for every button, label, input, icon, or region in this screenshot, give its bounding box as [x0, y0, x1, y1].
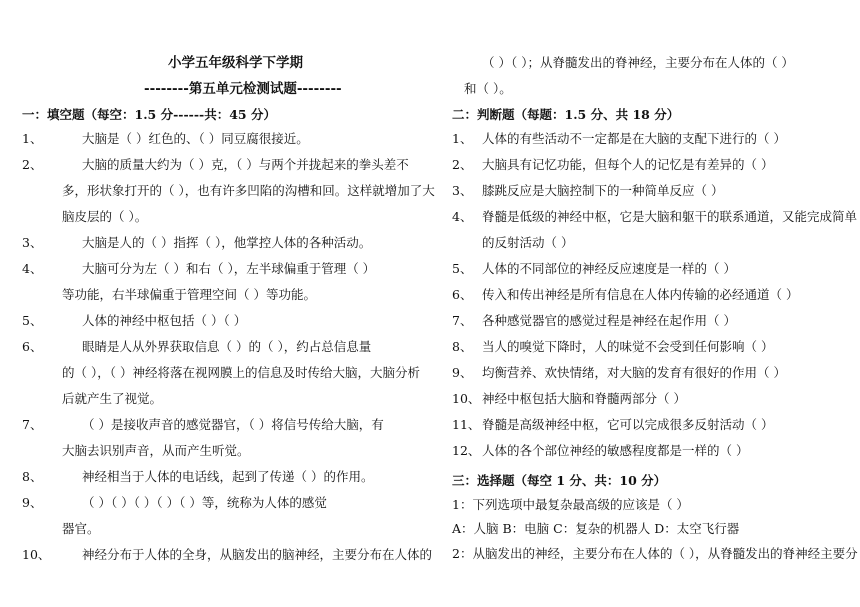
judge-text: 大脑具有记忆功能，但每个人的记忆是有差异的（ ） [482, 157, 774, 172]
judge-number: 7、 [452, 313, 473, 328]
question-text: 神经相当于人体的电话线，起到了传递（ ）的作用。 [82, 469, 374, 484]
question-text: 器官。 [62, 521, 100, 536]
question-text: 的（ ），（ ）神经将落在视网膜上的信息及时传给大脑，大脑分析 [62, 365, 420, 380]
judge-number: 9、 [452, 365, 473, 380]
choice-question-1: 1：下列选项中最复杂最高级的应该是（ ） [452, 497, 689, 512]
judge-text: 当人的嗅觉下降时，人的味觉不会受到任何影响（ ） [482, 339, 774, 354]
judge-number: 11、 [452, 417, 481, 432]
question-text: 等功能，右半球偏重于管理空间（ ）等功能。 [62, 287, 316, 302]
judge-text: 脊髓是高级神经中枢，它可以完成很多反射活动（ ） [482, 417, 774, 432]
section-judge-heading: 二：判断题（每题：1.5 分、共 18 分） [452, 107, 680, 122]
question-text: 脑皮层的（ ）。 [62, 209, 148, 224]
q10-continuation: （ ）（ ）；从脊髓发出的脊神经，主要分布在人体的（ ） [482, 55, 794, 70]
question-number: 6、 [22, 339, 43, 354]
question-text: 大脑是人的（ ）指挥（ ），他掌控人体的各种活动。 [82, 235, 372, 250]
judge-text: 人体的不同部位的神经反应速度是一样的（ ） [482, 261, 736, 276]
exam-title: 小学五年级科学下学期 [168, 55, 303, 71]
judge-text: 各种感觉器官的感觉过程是神经在起作用（ ） [482, 313, 736, 328]
judge-text: 的反射活动（ ） [482, 235, 574, 250]
question-text: 人体的神经中枢包括（ ）（ ） [82, 313, 247, 328]
judge-text: 均衡营养、欢快情绪，对大脑的发育有很好的作用（ ） [482, 365, 786, 380]
section-choice-heading: 三：选择题（每空 1 分、共：10 分） [452, 473, 667, 488]
judge-number: 8、 [452, 339, 473, 354]
judge-number: 4、 [452, 209, 473, 224]
question-number: 5、 [22, 313, 43, 328]
question-text: 多，形状象打开的（ ），也有许多凹陷的沟槽和回。这样就增加了大 [62, 183, 435, 198]
judge-text: 脊髓是低级的神经中枢，它是大脑和躯干的联系通道，又能完成简单 [482, 209, 858, 224]
question-number: 7、 [22, 417, 43, 432]
question-text: 后就产生了视觉。 [62, 391, 163, 406]
question-number: 10、 [22, 547, 51, 562]
judge-text: 人体的有些活动不一定都是在大脑的支配下进行的（ ） [482, 131, 786, 146]
judge-number: 1、 [452, 131, 473, 146]
question-text: 大脑是（ ）红色的、（ ）同豆腐很接近。 [82, 131, 309, 146]
q10-continuation-2: 和（ ）。 [464, 81, 512, 96]
judge-number: 5、 [452, 261, 473, 276]
question-text: 眼睛是人从外界获取信息（ ）的（ ），约占总信息量 [82, 339, 372, 354]
question-number: 1、 [22, 131, 43, 146]
choice-question-1-options: A：人脑 B：电脑 C：复杂的机器人 D：太空飞行器 [452, 521, 740, 536]
judge-text: 人体的各个部位神经的敏感程度都是一样的（ ） [482, 443, 749, 458]
judge-text: 神经中枢包括大脑和脊髓两部分（ ） [482, 391, 686, 406]
judge-number: 3、 [452, 183, 473, 198]
section-fill-blank-heading: 一：填空题（每空：1.5 分------共：45 分） [22, 107, 276, 122]
judge-number: 12、 [452, 443, 481, 458]
exam-subtitle: --------第五单元检测试题-------- [144, 81, 342, 97]
judge-text: 传入和传出神经是所有信息在人体内传输的必经通道（ ） [482, 287, 799, 302]
question-text: 大脑去识别声音，从而产生听觉。 [62, 443, 250, 458]
judge-number: 10、 [452, 391, 481, 406]
question-number: 2、 [22, 157, 43, 172]
question-number: 8、 [22, 469, 43, 484]
question-number: 3、 [22, 235, 43, 250]
question-number: 4、 [22, 261, 43, 276]
question-text: （ ）（ ）（ ）（ ）（ ）等，统称为人体的感觉 [82, 495, 327, 510]
question-text: （ ）是接收声音的感觉器官，（ ）将信号传给大脑，有 [82, 417, 384, 432]
question-number: 9、 [22, 495, 43, 510]
choice-question-2: 2：从脑发出的神经，主要分布在人体的（ ），从脊髓发出的脊神经主要分 [452, 546, 858, 561]
judge-number: 6、 [452, 287, 473, 302]
judge-number: 2、 [452, 157, 473, 172]
question-text: 大脑的质量大约为（ ）克，（ ）与两个并拢起来的拳头差不 [82, 157, 409, 172]
judge-text: 膝跳反应是大脑控制下的一种简单反应（ ） [482, 183, 724, 198]
question-text: 神经分布于人体的全身，从脑发出的脑神经，主要分布在人体的 [82, 547, 433, 562]
question-text: 大脑可分为左（ ）和右（ ），左半球偏重于管理（ ） [82, 261, 376, 276]
